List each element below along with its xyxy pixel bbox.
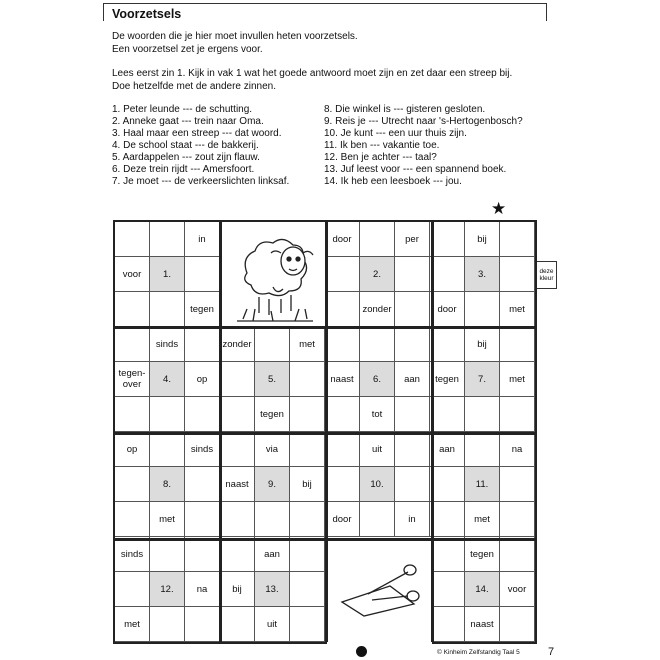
page-number: 7 bbox=[548, 646, 555, 658]
star-icon: ★ bbox=[491, 199, 507, 218]
grid-cell[interactable] bbox=[395, 257, 430, 292]
grid-cell[interactable] bbox=[500, 502, 535, 537]
grid-cell[interactable]: met bbox=[465, 502, 500, 537]
grid-cell[interactable] bbox=[395, 467, 430, 502]
grid-cell[interactable] bbox=[290, 572, 325, 607]
intro-line: Een voorzetsel zet je ergens voor. bbox=[112, 43, 263, 55]
sentence: 5. Aardappelen --- zout zijn flauw. bbox=[112, 152, 260, 163]
grid-cell[interactable] bbox=[255, 502, 290, 537]
grid-cell[interactable]: door bbox=[325, 222, 360, 257]
answer-box[interactable]: 14. bbox=[465, 572, 500, 607]
grid-cell[interactable] bbox=[220, 607, 255, 642]
grid-divider bbox=[115, 538, 535, 541]
grid-cell[interactable] bbox=[500, 257, 535, 292]
sentence: 1. Peter leunde --- de schutting. bbox=[112, 104, 253, 115]
sheep-illustration bbox=[222, 222, 327, 327]
grid-cell[interactable] bbox=[220, 502, 255, 537]
grid-cell[interactable]: na bbox=[500, 432, 535, 467]
grid-cell[interactable]: aan bbox=[255, 537, 290, 572]
dot-icon bbox=[356, 646, 367, 657]
grid-cell[interactable] bbox=[500, 397, 535, 432]
instruction-text bbox=[112, 68, 512, 93]
grid-cell[interactable] bbox=[430, 327, 465, 362]
grid-cell[interactable]: in bbox=[185, 222, 220, 257]
grid-cell[interactable] bbox=[395, 327, 430, 362]
grid-cell[interactable] bbox=[325, 397, 360, 432]
grid-cell[interactable] bbox=[465, 432, 500, 467]
sentence: 4. De school staat --- de bakkerij. bbox=[112, 140, 259, 151]
grid-cell[interactable]: sinds bbox=[150, 327, 185, 362]
footer-copyright: © Kinheim Zelfstandig Taal 5 bbox=[437, 649, 520, 656]
grid-cell[interactable] bbox=[500, 607, 535, 642]
grid-cell[interactable] bbox=[115, 467, 150, 502]
answer-box[interactable]: 4. bbox=[150, 362, 185, 397]
answer-box[interactable]: 10. bbox=[360, 467, 395, 502]
answer-box[interactable]: 5. bbox=[255, 362, 290, 397]
grid-cell[interactable] bbox=[150, 292, 185, 327]
grid-cell[interactable] bbox=[185, 397, 220, 432]
grid-cell[interactable]: voor bbox=[115, 257, 150, 292]
grid-cell[interactable] bbox=[115, 327, 150, 362]
grid-cell[interactable]: tegen bbox=[465, 537, 500, 572]
grid-cell[interactable] bbox=[185, 467, 220, 502]
grid-cell[interactable]: door bbox=[430, 292, 465, 327]
grid-cell[interactable] bbox=[185, 502, 220, 537]
answer-box[interactable]: 6. bbox=[360, 362, 395, 397]
grid-cell[interactable]: tegen bbox=[255, 397, 290, 432]
grid-cell[interactable]: bij bbox=[220, 572, 255, 607]
grid-cell[interactable] bbox=[500, 537, 535, 572]
grid-cell[interactable] bbox=[360, 502, 395, 537]
grid-cell[interactable] bbox=[430, 607, 465, 642]
grid-cell[interactable] bbox=[500, 327, 535, 362]
grid-cell[interactable] bbox=[290, 537, 325, 572]
grid-cell[interactable]: tot bbox=[360, 397, 395, 432]
grid-cell[interactable]: naast bbox=[220, 467, 255, 502]
grid-cell[interactable] bbox=[430, 572, 465, 607]
intro-text bbox=[112, 31, 358, 56]
grid-cell[interactable] bbox=[395, 432, 430, 467]
sentence: 7. Je moet --- de verkeerslichten linksaf. bbox=[112, 176, 290, 187]
grid-cell[interactable] bbox=[290, 362, 325, 397]
sentence: 11. Ik ben --- vakantie toe. bbox=[324, 140, 440, 151]
answer-box[interactable]: 8. bbox=[150, 467, 185, 502]
grid-cell[interactable]: tegen bbox=[430, 362, 465, 397]
grid-cell[interactable]: met bbox=[150, 502, 185, 537]
grid-cell[interactable]: met bbox=[115, 607, 150, 642]
grid-cell[interactable] bbox=[115, 222, 150, 257]
grid-cell[interactable] bbox=[430, 397, 465, 432]
answer-box[interactable]: 13. bbox=[255, 572, 290, 607]
grid-cell[interactable] bbox=[430, 222, 465, 257]
grid-cell[interactable] bbox=[115, 502, 150, 537]
sentence: 12. Ben je achter --- taal? bbox=[324, 152, 437, 163]
scissors-illustration bbox=[327, 540, 432, 644]
grid-cell[interactable]: met bbox=[500, 292, 535, 327]
grid-cell[interactable]: tegen- over bbox=[115, 362, 150, 397]
grid-cell[interactable] bbox=[255, 327, 290, 362]
grid-cell[interactable]: uit bbox=[360, 432, 395, 467]
grid-cell[interactable] bbox=[395, 397, 430, 432]
grid-cell[interactable] bbox=[185, 257, 220, 292]
sentence: 13. Juf leest voor --- een spannend boek. bbox=[324, 164, 507, 175]
grid-cell[interactable]: op bbox=[115, 432, 150, 467]
grid-cell[interactable] bbox=[465, 292, 500, 327]
grid-cell[interactable]: voor bbox=[500, 572, 535, 607]
grid-cell[interactable] bbox=[185, 327, 220, 362]
grid-cell[interactable] bbox=[325, 467, 360, 502]
grid-cell[interactable] bbox=[150, 537, 185, 572]
grid-cell[interactable]: bij bbox=[465, 327, 500, 362]
grid-cell[interactable] bbox=[430, 537, 465, 572]
grid-cell[interactable]: zonder bbox=[360, 292, 395, 327]
grid-cell[interactable] bbox=[395, 292, 430, 327]
grid-cell[interactable]: op bbox=[185, 362, 220, 397]
grid-cell[interactable] bbox=[500, 467, 535, 502]
grid-cell[interactable] bbox=[500, 222, 535, 257]
grid-cell[interactable] bbox=[430, 257, 465, 292]
answer-box[interactable]: 2. bbox=[360, 257, 395, 292]
sentence: 8. Die winkel is --- gisteren gesloten. bbox=[324, 104, 486, 115]
intro-line: De woorden die je hier moet invullen heten voorzetsels. bbox=[112, 31, 358, 42]
grid-cell[interactable] bbox=[465, 397, 500, 432]
grid-cell[interactable] bbox=[325, 327, 360, 362]
sentence: 10. Je kunt --- een uur thuis zijn. bbox=[324, 128, 467, 139]
sentences-left bbox=[112, 104, 289, 188]
grid-cell[interactable] bbox=[150, 222, 185, 257]
grid-cell[interactable]: aan bbox=[430, 432, 465, 467]
grid-cell[interactable]: met bbox=[500, 362, 535, 397]
grid-cell[interactable]: via bbox=[255, 432, 290, 467]
grid-cell[interactable]: zonder bbox=[220, 327, 255, 362]
grid-cell[interactable] bbox=[115, 292, 150, 327]
grid-cell[interactable] bbox=[115, 572, 150, 607]
answer-box[interactable]: 7. bbox=[465, 362, 500, 397]
grid-cell[interactable] bbox=[325, 292, 360, 327]
grid-cell[interactable] bbox=[185, 537, 220, 572]
sentences-right bbox=[324, 104, 523, 188]
grid-cell[interactable] bbox=[220, 397, 255, 432]
sentence: 9. Reis je --- Utrecht naar 's-Hertogenbosch? bbox=[324, 116, 523, 127]
grid-cell[interactable] bbox=[360, 222, 395, 257]
grid-cell[interactable]: met bbox=[290, 327, 325, 362]
sentence: 14. Ik heb een leesboek --- jou. bbox=[324, 176, 462, 187]
grid-cell[interactable]: sinds bbox=[185, 432, 220, 467]
grid-divider bbox=[115, 432, 535, 435]
instruction-line: Doe hetzelfde met de andere zinnen. bbox=[112, 80, 276, 92]
answer-box[interactable]: 12. bbox=[150, 572, 185, 607]
sentence: 6. Deze trein rijdt --- Amersfoort. bbox=[112, 164, 255, 175]
color-key-tab: deze kleur bbox=[537, 261, 557, 289]
grid-cell[interactable] bbox=[325, 432, 360, 467]
grid-cell[interactable] bbox=[430, 502, 465, 537]
grid-cell[interactable]: bij bbox=[290, 467, 325, 502]
grid-cell[interactable] bbox=[115, 397, 150, 432]
grid-cell[interactable]: door bbox=[325, 502, 360, 537]
grid-cell[interactable]: bij bbox=[465, 222, 500, 257]
sentence: 2. Anneke gaat --- trein naar Oma. bbox=[112, 116, 264, 127]
answer-box[interactable]: 1. bbox=[150, 257, 185, 292]
grid-cell[interactable] bbox=[150, 607, 185, 642]
page-title: Voorzetsels bbox=[112, 7, 182, 21]
answer-box[interactable]: 9. bbox=[255, 467, 290, 502]
answer-box[interactable]: 11. bbox=[465, 467, 500, 502]
grid-cell[interactable] bbox=[290, 432, 325, 467]
sentence: 3. Haal maar een streep --- dat woord. bbox=[112, 128, 282, 139]
grid-cell[interactable]: naast bbox=[325, 362, 360, 397]
grid-divider bbox=[115, 326, 535, 329]
grid-cell[interactable]: aan bbox=[395, 362, 430, 397]
grid-cell[interactable]: uit bbox=[255, 607, 290, 642]
grid-cell[interactable]: tegen bbox=[185, 292, 220, 327]
grid-cell[interactable] bbox=[430, 467, 465, 502]
grid-cell[interactable]: in bbox=[395, 502, 430, 537]
grid-cell[interactable] bbox=[220, 362, 255, 397]
grid-cell[interactable] bbox=[290, 397, 325, 432]
grid-cell[interactable] bbox=[150, 397, 185, 432]
grid-cell[interactable] bbox=[220, 432, 255, 467]
grid-cell[interactable]: naast bbox=[465, 607, 500, 642]
grid-cell[interactable]: per bbox=[395, 222, 430, 257]
puzzle-grid bbox=[113, 220, 537, 644]
grid-cell[interactable] bbox=[325, 257, 360, 292]
grid-cell[interactable] bbox=[185, 607, 220, 642]
grid-cell[interactable]: na bbox=[185, 572, 220, 607]
grid-cell[interactable] bbox=[290, 502, 325, 537]
grid-cell[interactable]: sinds bbox=[115, 537, 150, 572]
instruction-line: Lees eerst zin 1. Kijk in vak 1 wat het goede antwoord moet zijn en zet daar een streep bij. bbox=[112, 68, 513, 79]
grid-cell[interactable] bbox=[290, 607, 325, 642]
grid-cell[interactable] bbox=[150, 432, 185, 467]
answer-box[interactable]: 3. bbox=[465, 257, 500, 292]
grid-cell[interactable] bbox=[220, 537, 255, 572]
grid-cell[interactable] bbox=[360, 327, 395, 362]
